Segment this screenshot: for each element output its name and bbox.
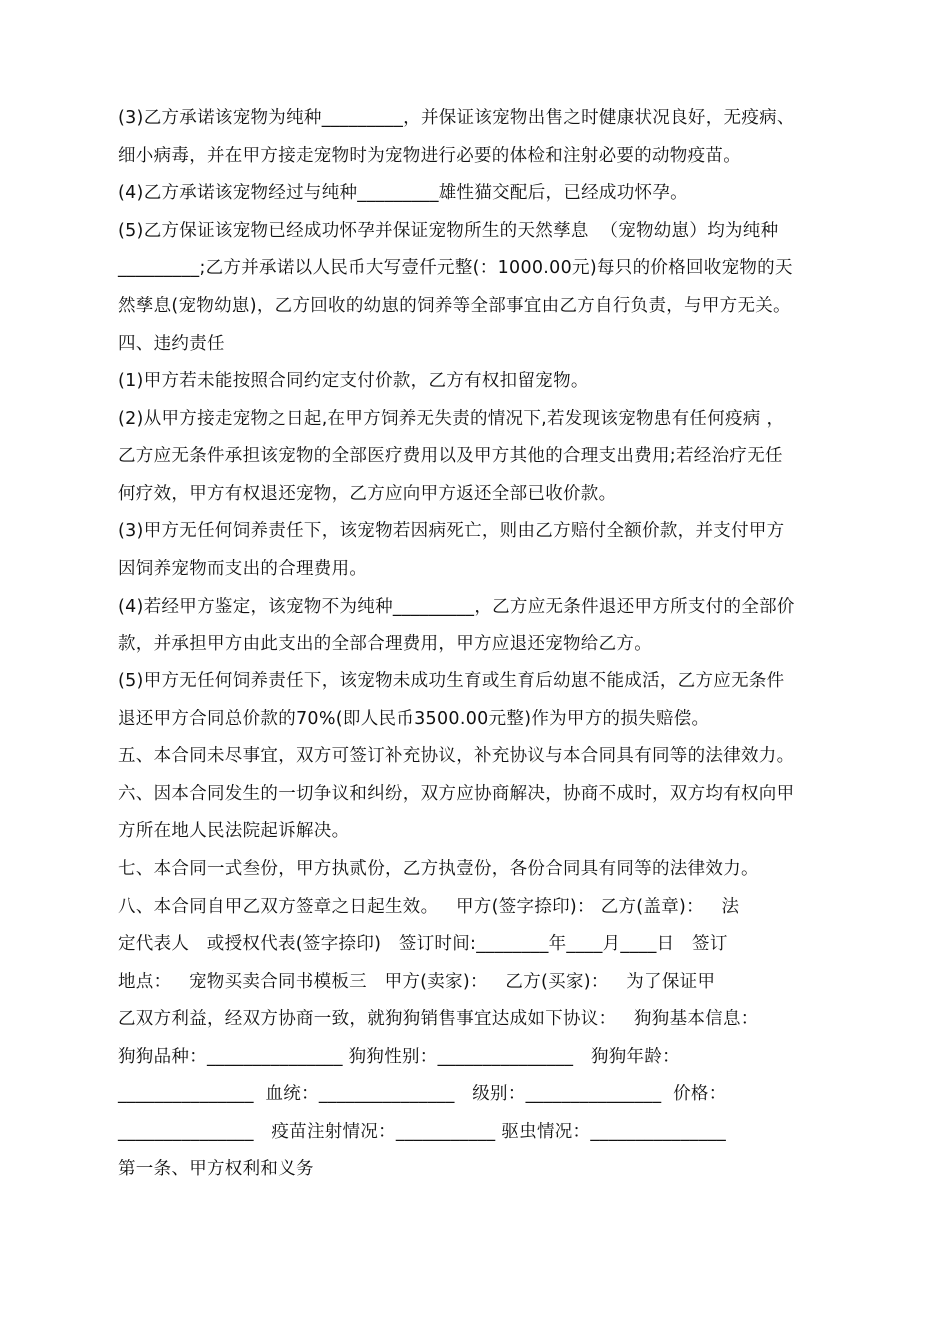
text-line: 乙双方利益，经双方协商一致，就狗狗销售事宜达成如下协议： 狗狗基本信息： [118, 1009, 759, 1029]
text-line: 细小病毒，并在甲方接走宠物时为宠物进行必要的体检和注射必要的动物疫苗。 [118, 146, 741, 166]
text-line: 乙方应无条件承担该宠物的全部医疗费用以及甲方其他的合理支出费用;若经治疗无任 [118, 446, 783, 466]
text-line: (1)甲方若未能按照合同约定支付价款，乙方有权扣留宠物。 [118, 371, 589, 391]
text-line: (3)甲方无任何饲养责任下，该宠物若因病死亡，则由乙方赔付全额价款，并支付甲方 [118, 521, 785, 541]
text-line: 七、本合同一式叁份，甲方执贰份，乙方执壹份，各份合同具有同等的法律效力。 [118, 859, 759, 879]
text-line: 何疗效，甲方有权退还宠物，乙方应向甲方返还全部已收价款。 [118, 484, 617, 504]
text-line: (3)乙方承诺该宠物为纯种_________，并保证该宠物出售之时健康状况良好，无疫病、 [118, 108, 795, 128]
text-line: 八、本合同自甲乙双方签章之日起生效。 甲方(签字捺印)： 乙方(盖章)： 法 [118, 897, 740, 917]
text-line: _______________ 血统：_______________ 级别：_______________ 价格： [118, 1084, 727, 1104]
section-heading: 第一条、甲方权利和义务 [118, 1159, 314, 1179]
text-line: 然孳息(宠物幼崽)，乙方回收的幼崽的饲养等全部事宜由乙方自行负责，与甲方无关。 [118, 296, 791, 316]
text-line: 因饲养宠物而支出的合理费用。 [118, 559, 368, 579]
text-line: 退还甲方合同总价款的70%(即人民币3500.00元整)作为甲方的损失赔偿。 [118, 709, 710, 729]
text-line: 狗狗品种：_______________ 狗狗性别：_______________ 狗狗年龄： [118, 1047, 680, 1067]
text-line: 定代表人 或授权代表(签字捺印) 签订时间:________年____月____日 签订 [118, 934, 728, 954]
text-line: _______________ 疫苗注射情况：___________ 驱虫情况：_______________ [118, 1122, 727, 1142]
text-line: (4)乙方承诺该宠物经过与纯种_________雄性猫交配后，已经成功怀孕。 [118, 183, 688, 203]
text-line: _________;乙方并承诺以人民币大写壹仟元整(：1000.00元)每只的价格回收宠物的天 [118, 258, 793, 278]
section-heading: 四、违约责任 [118, 334, 225, 354]
text-line: 地点： 宠物买卖合同书模板三 甲方(卖家)： 乙方(买家)： 为了保证甲 [118, 972, 716, 992]
text-line: 五、本合同未尽事宜，双方可签订补充协议，补充协议与本合同具有同等的法律效力。 [118, 746, 795, 766]
text-line: (5)乙方保证该宠物已经成功怀孕并保证宠物所生的天然孳息 （宠物幼崽）均为纯种 [118, 221, 779, 241]
text-line: (4)若经甲方鉴定，该宠物不为纯种_________，乙方应无条件退还甲方所支付的全部价 [118, 597, 795, 617]
text-line: 款，并承担甲方由此支出的全部合理费用，甲方应退还宠物给乙方。 [118, 634, 652, 654]
text-line: (5)甲方无任何饲养责任下，该宠物未成功生育或生育后幼崽不能成活，乙方应无条件 [118, 671, 785, 691]
text-line: 方所在地人民法院起诉解决。 [118, 821, 350, 841]
text-line: 六、因本合同发生的一切争议和纠纷，双方应协商解决，协商不成时，双方均有权向甲 [118, 784, 795, 804]
text-line: (2)从甲方接走宠物之日起,在甲方饲养无失责的情况下,若发现该宠物患有任何疫病 ， [118, 409, 785, 429]
